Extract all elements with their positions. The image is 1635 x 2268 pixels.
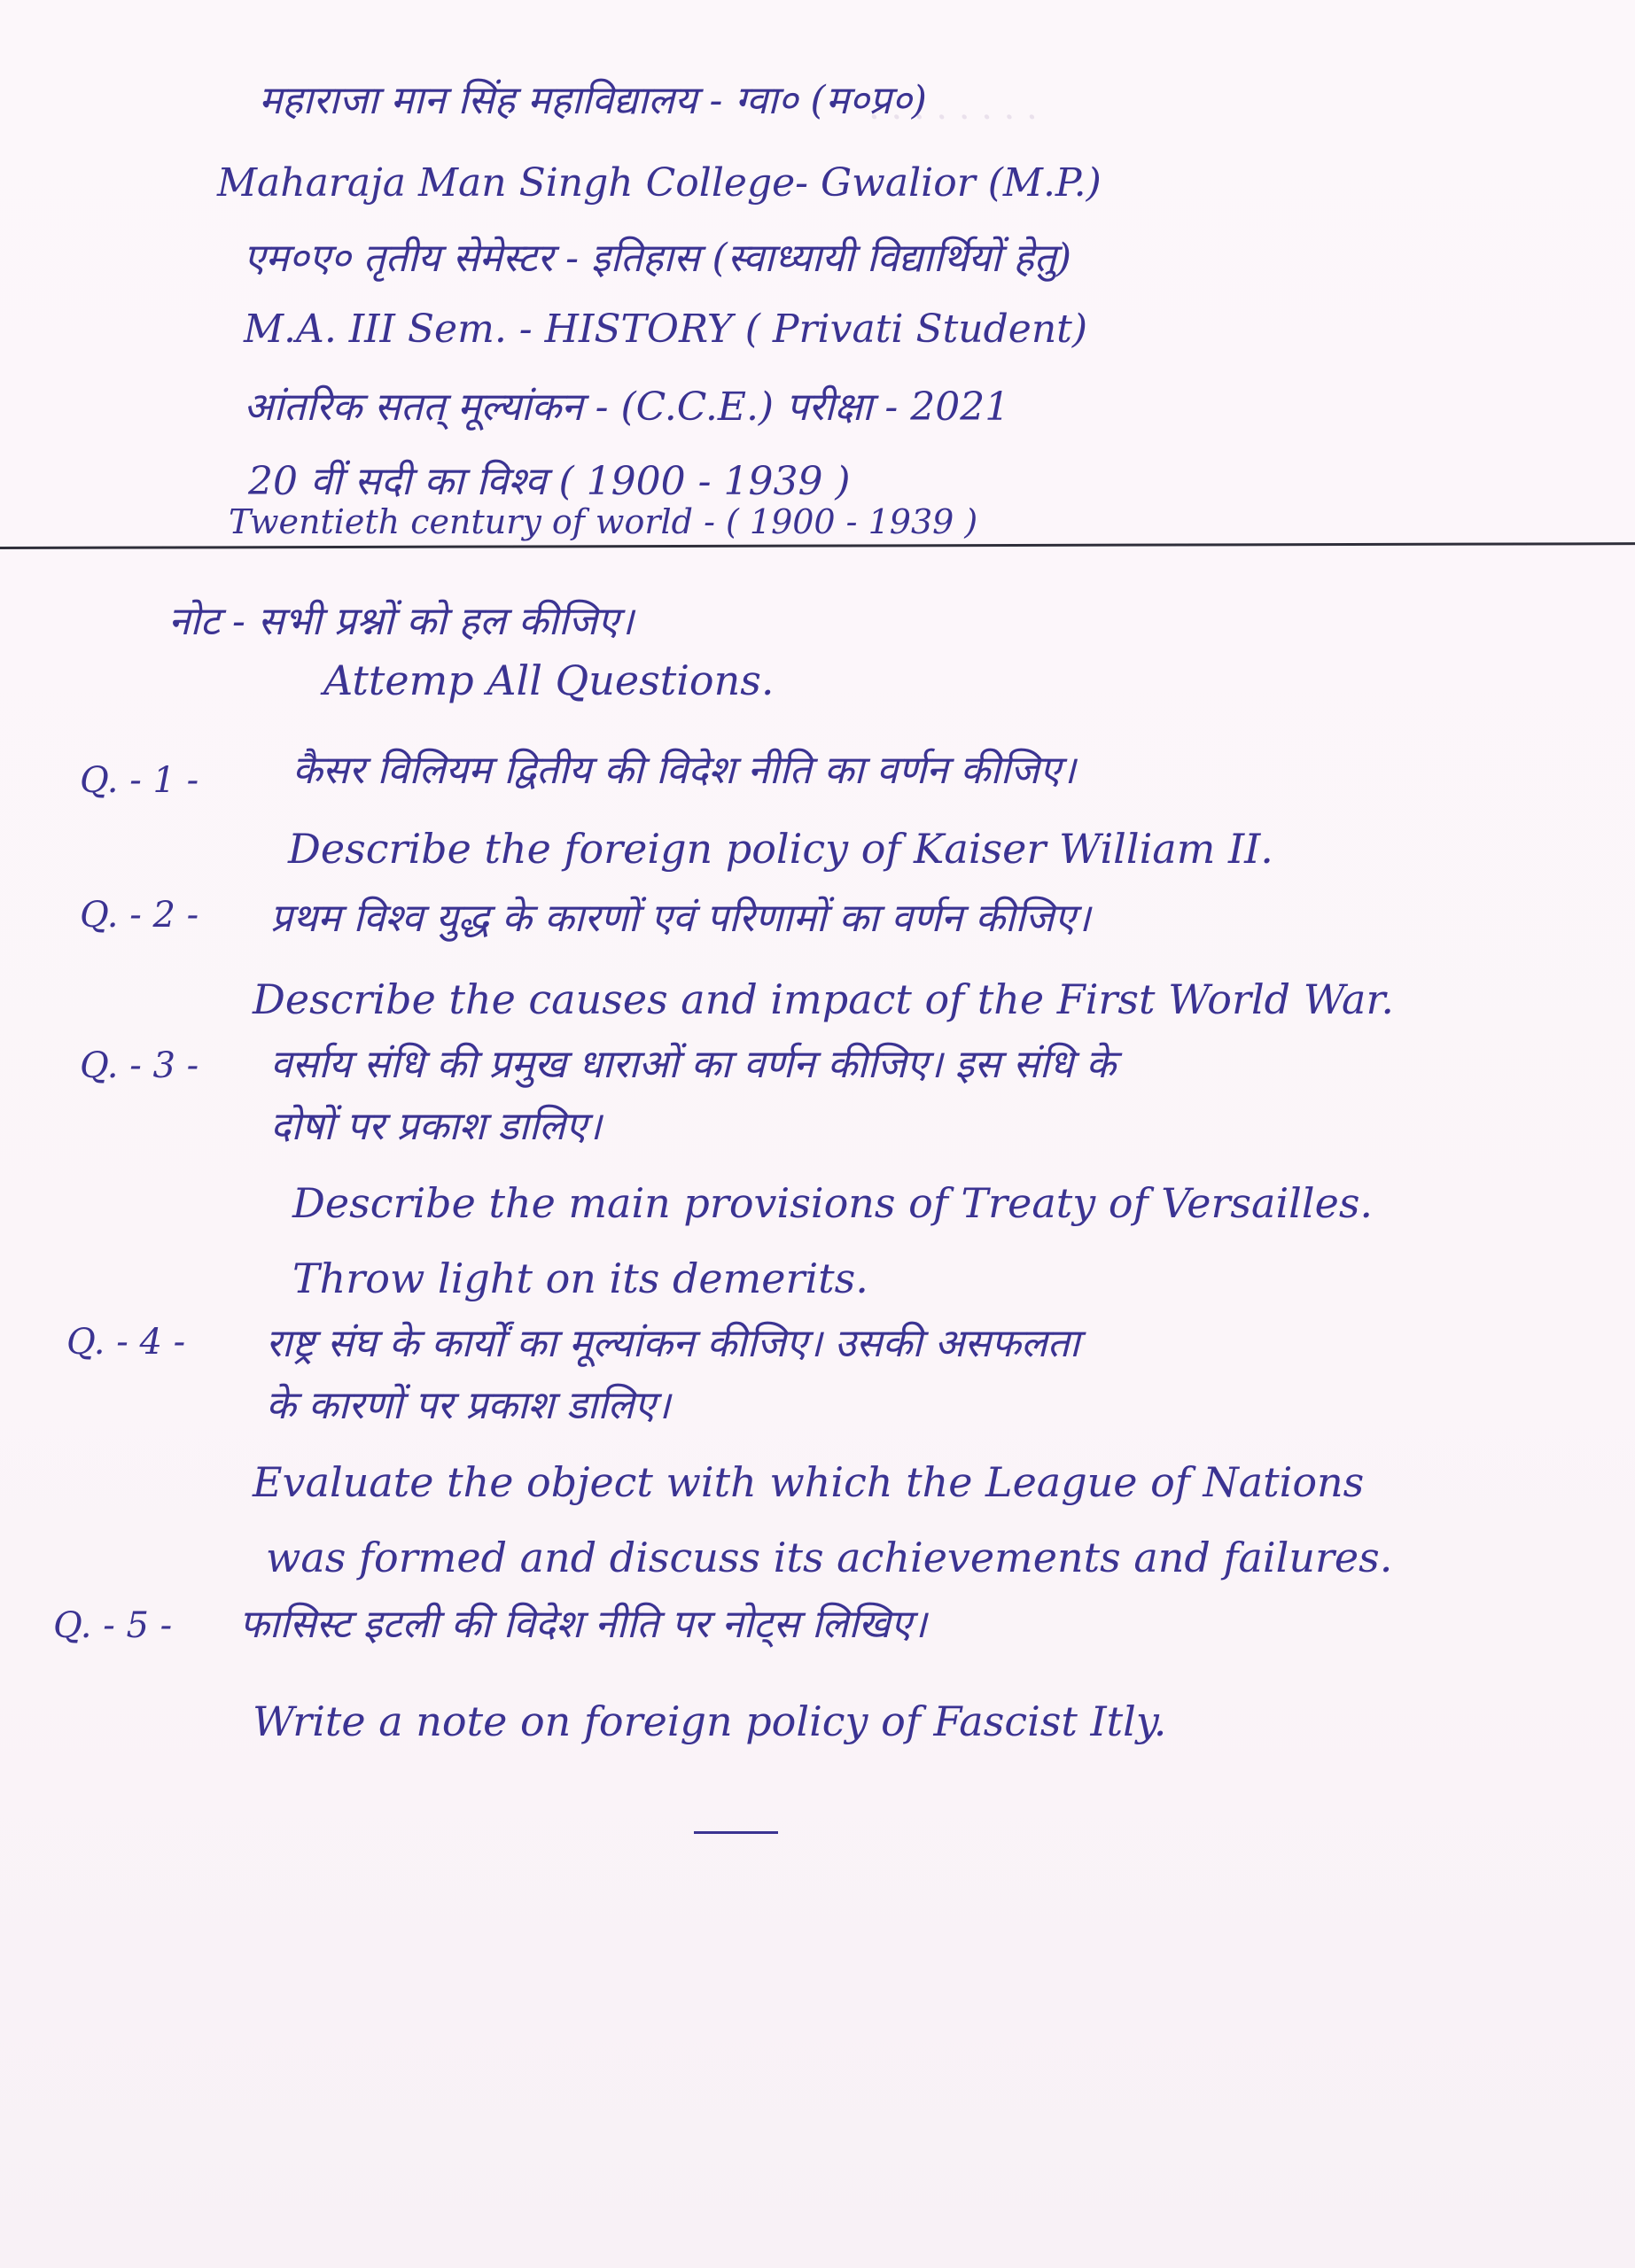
question-4-number: Q. - 4 - <box>66 1322 186 1363</box>
course-english: M.A. III Sem. - HISTORY ( Privati Student) <box>244 307 1088 352</box>
question-1-number: Q. - 1 - <box>80 760 199 801</box>
question-3-hindi-line-2: दोषों पर प्रकाश डालिए। <box>270 1104 602 1149</box>
question-5-number: Q. - 5 - <box>53 1605 173 1646</box>
college-name-english: Maharaja Man Singh College- Gwalior (M.P.) <box>217 160 1102 206</box>
question-3-english-line-1: Describe the main provisions of Treaty of Versailles. <box>292 1179 1374 1227</box>
subject-hindi: 20 वीं सदी का विश्व ( 1900 - 1939 ) <box>248 459 851 504</box>
question-4-hindi-line-1: राष्ट्र संघ के कार्यों का मूल्यांकन कीजिए। उसकी असफलता <box>266 1321 1080 1366</box>
question-2-english: Describe the causes and impact of the First World War. <box>253 975 1394 1023</box>
exam-title-hindi: आंतरिक सतत् मूल्यांकन - (C.C.E.) परीक्षा - 2021 <box>244 384 1010 430</box>
header-divider <box>0 542 1635 549</box>
question-5-english: Write a note on foreign policy of Fascist Itly. <box>253 1697 1167 1745</box>
question-4-english-line-2: was formed and discuss its achievements and failures. <box>266 1534 1393 1581</box>
question-3-hindi-line-1: वर्साय संधि की प्रमुख धाराओं का वर्णन कीजिए। इस संधि के <box>270 1042 1116 1087</box>
subject-english: Twentieth century of world - ( 1900 - 1939 ) <box>229 502 978 541</box>
reverse-side-bleed: · · · · · · · · <box>868 97 1038 138</box>
question-5-hindi: फासिस्ट इटली की विदेश नीति पर नोट्स लिखिए। <box>239 1602 927 1647</box>
question-3-english-line-2: Throw light on its demerits. <box>292 1254 868 1302</box>
note-hindi: नोट - सभी प्रश्नों को हल कीजिए। <box>168 599 635 644</box>
question-4-hindi-line-2: के कारणों पर प्रकाश डालिए। <box>266 1383 671 1428</box>
question-1-hindi: कैसर विलियम द्वितीय की विदेश नीति का वर्णन कीजिए। <box>292 748 1076 793</box>
end-of-paper-dash <box>694 1831 778 1834</box>
question-2-hindi: प्रथम विश्व युद्ध के कारणों एवं परिणामों का वर्णन कीजिए। <box>270 896 1091 941</box>
college-name-hindi: महाराजा मान सिंह महाविद्यालय - ग्वा० (म०प्र०) <box>259 78 927 123</box>
question-3-number: Q. - 3 - <box>80 1045 199 1086</box>
note-english: Attemp All Questions. <box>323 656 775 704</box>
course-hindi: एम०ए० तृतीय सेमेस्टर - इतिहास (स्वाध्यायी विद्यार्थियों हेतु) <box>244 236 1072 281</box>
question-2-number: Q. - 2 - <box>80 895 199 936</box>
question-1-english: Describe the foreign policy of Kaiser William II. <box>288 825 1273 873</box>
question-4-english-line-1: Evaluate the object with which the League of Nations <box>253 1458 1365 1506</box>
